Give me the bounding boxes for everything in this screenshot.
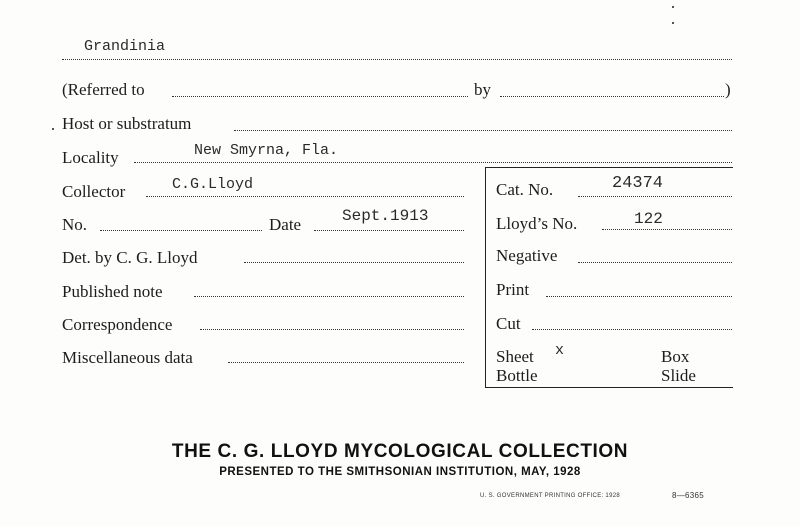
lloyds-no-line <box>602 229 732 230</box>
corner-speck <box>52 128 54 130</box>
no-line <box>100 230 262 231</box>
collector-value: C.G.Lloyd <box>172 176 254 193</box>
host-label: Host or substratum <box>62 114 192 133</box>
by-line <box>500 96 724 97</box>
printer-line: U. S. GOVERNMENT PRINTING OFFICE: 1928 <box>480 493 620 499</box>
print-label: Print <box>496 280 530 299</box>
date-label: Date <box>269 215 302 234</box>
right-box-border <box>485 167 486 388</box>
misc-data-line <box>228 362 464 363</box>
collection-title: THE C. G. LLOYD MYCOLOGICAL COLLECTION <box>171 441 629 462</box>
host-line <box>234 130 732 131</box>
close-paren: ) <box>725 80 731 99</box>
correspondence-label: Correspondence <box>62 315 173 334</box>
collector-line <box>146 196 464 197</box>
genus-value: Grandinia <box>84 38 166 55</box>
date-value: Sept.1913 <box>342 207 429 225</box>
bottle-label: Bottle <box>496 366 538 385</box>
sheet-label: Sheet <box>496 347 534 366</box>
published-note-line <box>194 296 464 297</box>
cut-label: Cut <box>496 314 521 333</box>
negative-line <box>578 262 732 263</box>
negative-label: Negative <box>496 246 558 265</box>
cat-no-label: Cat. No. <box>496 180 554 199</box>
print-line <box>546 296 732 297</box>
slide-label: Slide <box>661 366 696 385</box>
collector-label: Collector <box>62 182 126 201</box>
sheet-check-mark: x <box>555 342 565 359</box>
right-box-bottom <box>485 387 733 388</box>
det-by-label: Det. by C. G. Lloyd <box>62 248 198 267</box>
box-label: Box <box>661 347 690 366</box>
locality-value: New Smyrna, Fla. <box>194 142 339 159</box>
lloyds-no-value: 122 <box>634 210 663 228</box>
corner-speck <box>672 6 674 8</box>
form-number: 8—6365 <box>672 491 705 500</box>
right-box-top <box>485 167 733 168</box>
cat-no-line <box>578 196 732 197</box>
collection-subtitle: PRESENTED TO THE SMITHSONIAN INSTITUTION, MAY, 1928 <box>219 466 581 478</box>
cat-no-value: 24374 <box>612 174 664 193</box>
by-label: by <box>474 80 491 99</box>
referred-to-line <box>172 96 468 97</box>
det-by-line <box>244 262 464 263</box>
date-line <box>314 230 464 231</box>
lloyds-no-label: Lloyd’s No. <box>496 214 578 233</box>
no-label: No. <box>62 215 88 234</box>
locality-label: Locality <box>62 148 119 167</box>
corner-speck <box>672 22 674 24</box>
published-note-label: Published note <box>62 282 163 301</box>
locality-line <box>134 162 732 163</box>
correspondence-line <box>200 329 464 330</box>
cut-line <box>532 329 732 330</box>
genus-line <box>62 59 732 60</box>
misc-data-label: Miscellaneous data <box>62 348 193 367</box>
referred-to-label: (Referred to <box>62 80 145 99</box>
